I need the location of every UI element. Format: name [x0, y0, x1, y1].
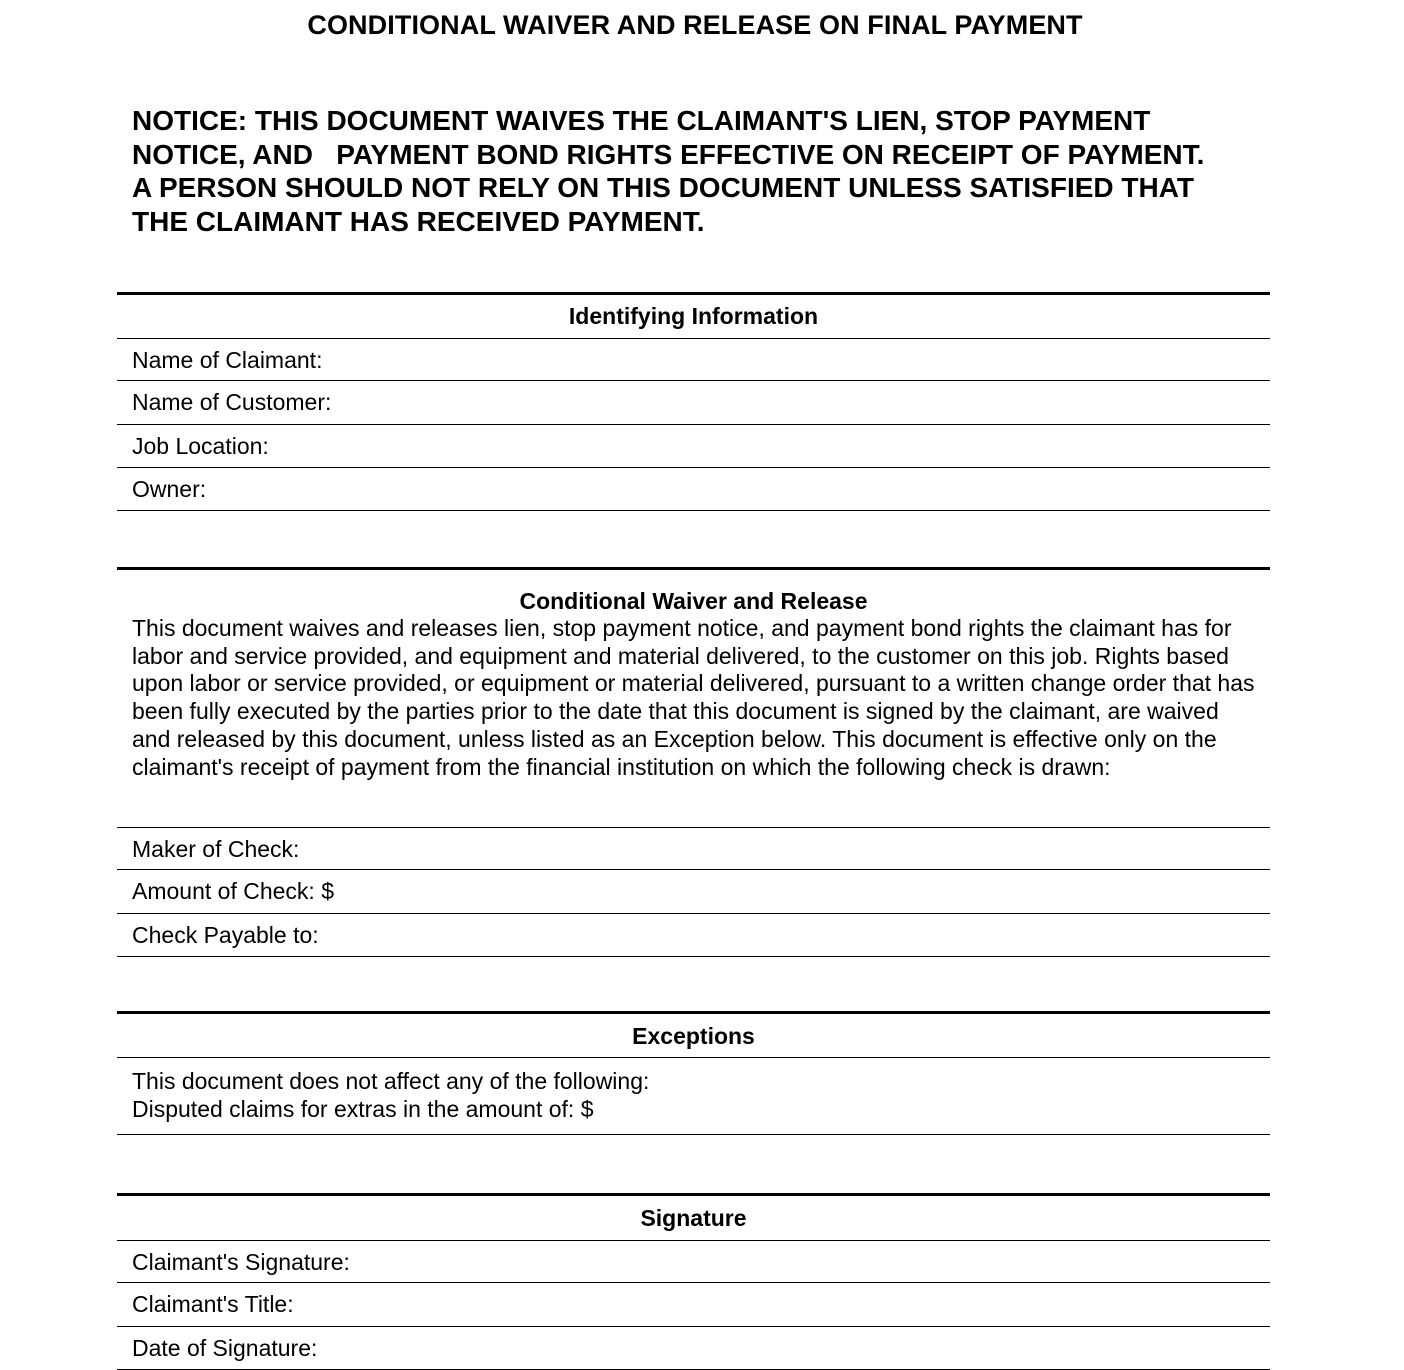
- maker-of-check-field[interactable]: [117, 827, 1270, 870]
- date-of-signature-field[interactable]: [117, 1327, 1270, 1370]
- conditional-waiver-heading: Conditional Waiver and Release: [519, 588, 868, 614]
- claimant-title-label: Claimant's Title:: [132, 1291, 294, 1318]
- exceptions-heading: Exceptions: [117, 1014, 1270, 1058]
- exceptions-section: [117, 1011, 1270, 1135]
- owner-field[interactable]: [117, 468, 1270, 511]
- name-of-claimant-field[interactable]: [117, 338, 1270, 381]
- name-of-customer-label: Name of Customer:: [132, 389, 332, 416]
- amount-of-check-label: Amount of Check: $: [132, 878, 334, 905]
- date-of-signature-label: Date of Signature:: [132, 1334, 318, 1361]
- claimant-signature-label: Claimant's Signature:: [132, 1249, 350, 1275]
- identifying-information-section: [117, 292, 1270, 511]
- name-of-customer-field[interactable]: [117, 381, 1270, 424]
- name-of-claimant-label: Name of Claimant:: [132, 347, 323, 373]
- document-title: CONDITIONAL WAIVER AND RELEASE ON FINAL PAYMENT: [307, 10, 1083, 40]
- conditional-waiver-section: [117, 567, 1270, 957]
- disputed-claims-line: Disputed claims for extras in the amount of: $: [132, 1095, 594, 1122]
- signature-heading: Signature: [640, 1205, 747, 1231]
- owner-label: Owner:: [132, 475, 207, 502]
- identifying-information-heading: Identifying Information: [568, 303, 819, 329]
- job-location-field[interactable]: [117, 425, 1270, 468]
- amount-of-check-field[interactable]: [117, 870, 1270, 913]
- job-location-label: Job Location:: [132, 432, 269, 459]
- check-payable-to-field[interactable]: [117, 914, 1270, 957]
- notice-paragraph: NOTICE: THIS DOCUMENT WAIVES THE CLAIMANT'S LIEN, STOP PAYMENT NOTICE, AND PAYMENT BOND RIGHTS EFFECTIVE ON RECEIPT OF PAYMENT. A PERSON SHOULD NOT RELY ON THIS DOCUMENT UNLESS SATISFIED THAT THE CLAIMANT HAS RECEIVED PAYMENT.: [132, 105, 1205, 237]
- waiver-body-text: This document waives and releases lien, stop payment notice, and payment bond rights the claimant has for labor and service provided, and equipment and material delivered, to the customer on this job. Rights based upon labor or service provided, or equipment or material delivered, pursuant to a written change order that has been fully executed by the parties prior to the date that this document is signed by the claimant, are waived and released by this document, unless listed as an Exception below. This document is effective only on the claimant's receipt of payment from the financial institution on which the following check is drawn:: [132, 615, 1255, 780]
- claimant-signature-field[interactable]: [117, 1240, 1270, 1283]
- check-payable-to-label: Check Payable to:: [132, 921, 319, 948]
- claimant-title-field[interactable]: [117, 1283, 1270, 1326]
- signature-section: [117, 1193, 1270, 1370]
- exceptions-body[interactable]: [117, 1058, 1270, 1135]
- maker-of-check-label: Maker of Check:: [132, 836, 300, 862]
- exceptions-line-1: This document does not affect any of the following:: [132, 1068, 650, 1094]
